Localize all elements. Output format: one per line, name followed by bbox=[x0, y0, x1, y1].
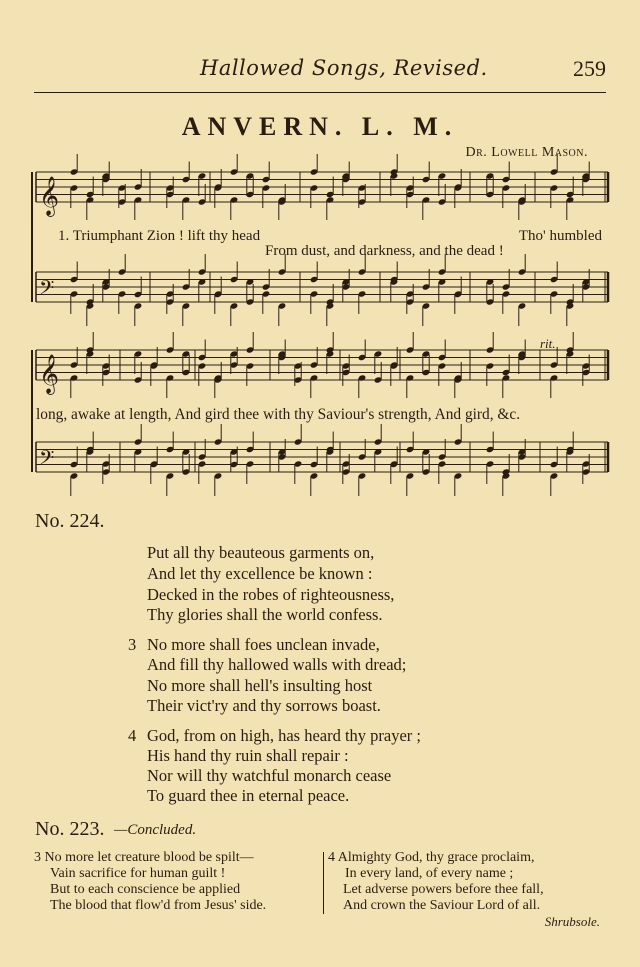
clef-icons bbox=[39, 176, 59, 474]
verse-line: And fill thy hallowed walls with dread; bbox=[147, 655, 407, 674]
treble-clef-icon: 𝄞 bbox=[39, 354, 60, 394]
music-notes bbox=[32, 154, 590, 496]
bass-clef-icon: 𝄢 bbox=[39, 276, 55, 304]
staff-system-1-bass bbox=[36, 272, 608, 302]
page-number: 259 bbox=[573, 56, 606, 81]
stanza-number: 4 bbox=[128, 726, 137, 745]
verse-line: His hand thy ruin shall repair : bbox=[147, 746, 349, 765]
attribution: Shrubsole. bbox=[544, 914, 600, 929]
left-stanza-line: But to each conscience be applied bbox=[50, 882, 241, 897]
verse-line: Their vict'ry and thy sorrows boast. bbox=[147, 696, 381, 715]
running-head: Hallowed Songs, Revised. bbox=[200, 56, 488, 80]
verse-line: Nor will thy watchful monarch cease bbox=[147, 766, 392, 785]
bass-clef-icon: 𝄢 bbox=[39, 446, 55, 474]
right-stanza-line: And crown the Saviour Lord of all. bbox=[343, 898, 541, 913]
verse-line: And let thy excellence be known : bbox=[147, 564, 373, 583]
verse-line: No more shall hell's insulting host bbox=[147, 676, 373, 695]
treble-clef-icon: 𝄞 bbox=[39, 176, 60, 216]
concluded-label: —Concluded. bbox=[114, 822, 197, 838]
tune-title: ANVERN. L. M. bbox=[181, 112, 459, 141]
verse-line: God, from on high, has heard thy prayer ; bbox=[147, 726, 422, 745]
left-stanza-line: Vain sacrifice for human guilt ! bbox=[50, 866, 226, 881]
stanza-number: 3 bbox=[128, 635, 137, 654]
column-divider bbox=[323, 852, 324, 914]
lyric-line-1a: 1. Triumphant Zion ! lift thy head bbox=[58, 228, 261, 244]
verse-line: Put all thy beauteous garments on, bbox=[147, 543, 375, 562]
left-stanza-line: The blood that flow'd from Jesus' side. bbox=[50, 898, 267, 913]
verse-line: Thy glories shall the world confess. bbox=[147, 605, 383, 624]
lyric-line-2: long, awake at length, And gird thee with thy Saviour's strength, And gird, &c. bbox=[36, 406, 521, 423]
right-stanza-line: 4 Almighty God, thy grace proclaim, bbox=[328, 850, 535, 865]
lyric-line-1b: Tho' humbled bbox=[518, 228, 602, 244]
verse-line: To guard thee in eternal peace. bbox=[147, 786, 350, 805]
hymn-223-heading: No. 223. bbox=[35, 818, 105, 840]
left-stanza-line: 3 No more let creature blood be spilt— bbox=[34, 850, 254, 865]
verse-line: No more shall foes unclean invade, bbox=[147, 635, 380, 654]
hymn-224-heading: No. 224. bbox=[35, 510, 105, 532]
verse-line: Decked in the robes of righteousness, bbox=[147, 585, 395, 604]
right-stanza-line: In every land, of every name ; bbox=[345, 866, 514, 881]
right-stanza-line: Let adverse powers before thee fall, bbox=[343, 882, 544, 897]
rit-mark: rit. bbox=[540, 336, 556, 351]
lyric-line-1c: From dust, and darkness, and the dead ! bbox=[265, 243, 504, 259]
composer-credit: Dr. Lowell Mason. bbox=[465, 145, 588, 160]
